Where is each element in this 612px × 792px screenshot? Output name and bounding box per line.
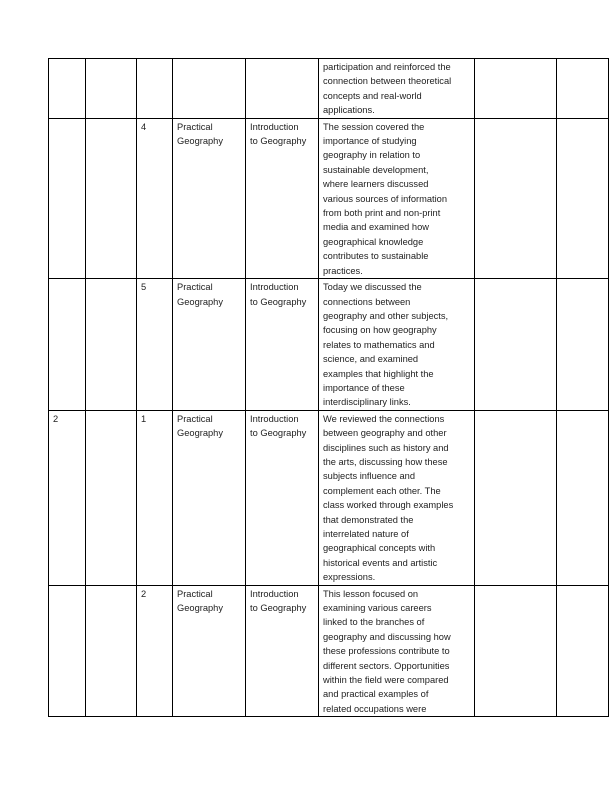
empty-cell [475, 585, 557, 717]
lesson-cell: 2 [137, 585, 173, 717]
empty-cell [475, 279, 557, 411]
table-row [49, 118, 609, 278]
empty-cell [475, 118, 557, 278]
strand-cell: Practical Geography [173, 118, 246, 278]
sub-strand-cell: Introduction to Geography [246, 585, 319, 717]
empty-cell [86, 410, 137, 585]
reflection-cell: Today we discussed the connections between geography and other subjects, focusing on how geography relates to mathematics and science, and examined examples that highlight the importance of these interdisciplinary links. [319, 279, 475, 411]
lesson-cell: 4 [137, 118, 173, 278]
empty-cell [475, 410, 557, 585]
sub-strand-cell [246, 59, 319, 119]
empty-cell [557, 585, 609, 717]
table-row [49, 585, 609, 717]
empty-cell [86, 118, 137, 278]
sub-strand-cell: Introduction to Geography [246, 118, 319, 278]
week-cell: 2 [49, 410, 86, 585]
lesson-cell: 1 [137, 410, 173, 585]
reflection-cell: The session covered the importance of studying geography in relation to sustainable development, where learners discussed various sources of information from both print and non-print media and examined how geographical knowledge contributes to sustainable practices. [319, 118, 475, 278]
lesson-cell [137, 59, 173, 119]
week-cell [49, 118, 86, 278]
empty-cell [86, 59, 137, 119]
strand-cell: Practical Geography [173, 585, 246, 717]
sub-strand-cell: Introduction to Geography [246, 410, 319, 585]
reflection-cell: This lesson focused on examining various careers linked to the branches of geography and discussing how these professions contribute to different sectors. Opportunities within the field were compared and practical examples of related occupations were [319, 585, 475, 717]
empty-cell [557, 279, 609, 411]
strand-cell: Practical Geography [173, 410, 246, 585]
empty-cell [475, 59, 557, 119]
reflection-cell: We reviewed the connections between geography and other disciplines such as history and the arts, discussing how these subjects influence and complement each other. The class worked through examples that demonstrated the interrelated nature of geographical concepts with historical events and artistic expressions. [319, 410, 475, 585]
table-row [49, 410, 609, 585]
reflection-cell: participation and reinforced the connection between theoretical concepts and real-world applications. [319, 59, 475, 119]
empty-cell [557, 59, 609, 119]
empty-cell [557, 118, 609, 278]
week-cell [49, 279, 86, 411]
empty-cell [86, 585, 137, 717]
strand-cell [173, 59, 246, 119]
week-cell [49, 585, 86, 717]
lesson-cell: 5 [137, 279, 173, 411]
sub-strand-cell: Introduction to Geography [246, 279, 319, 411]
lesson-record-table [48, 58, 609, 717]
table-row [49, 59, 609, 119]
strand-cell: Practical Geography [173, 279, 246, 411]
table-row [49, 279, 609, 411]
empty-cell [557, 410, 609, 585]
empty-cell [86, 279, 137, 411]
week-cell [49, 59, 86, 119]
